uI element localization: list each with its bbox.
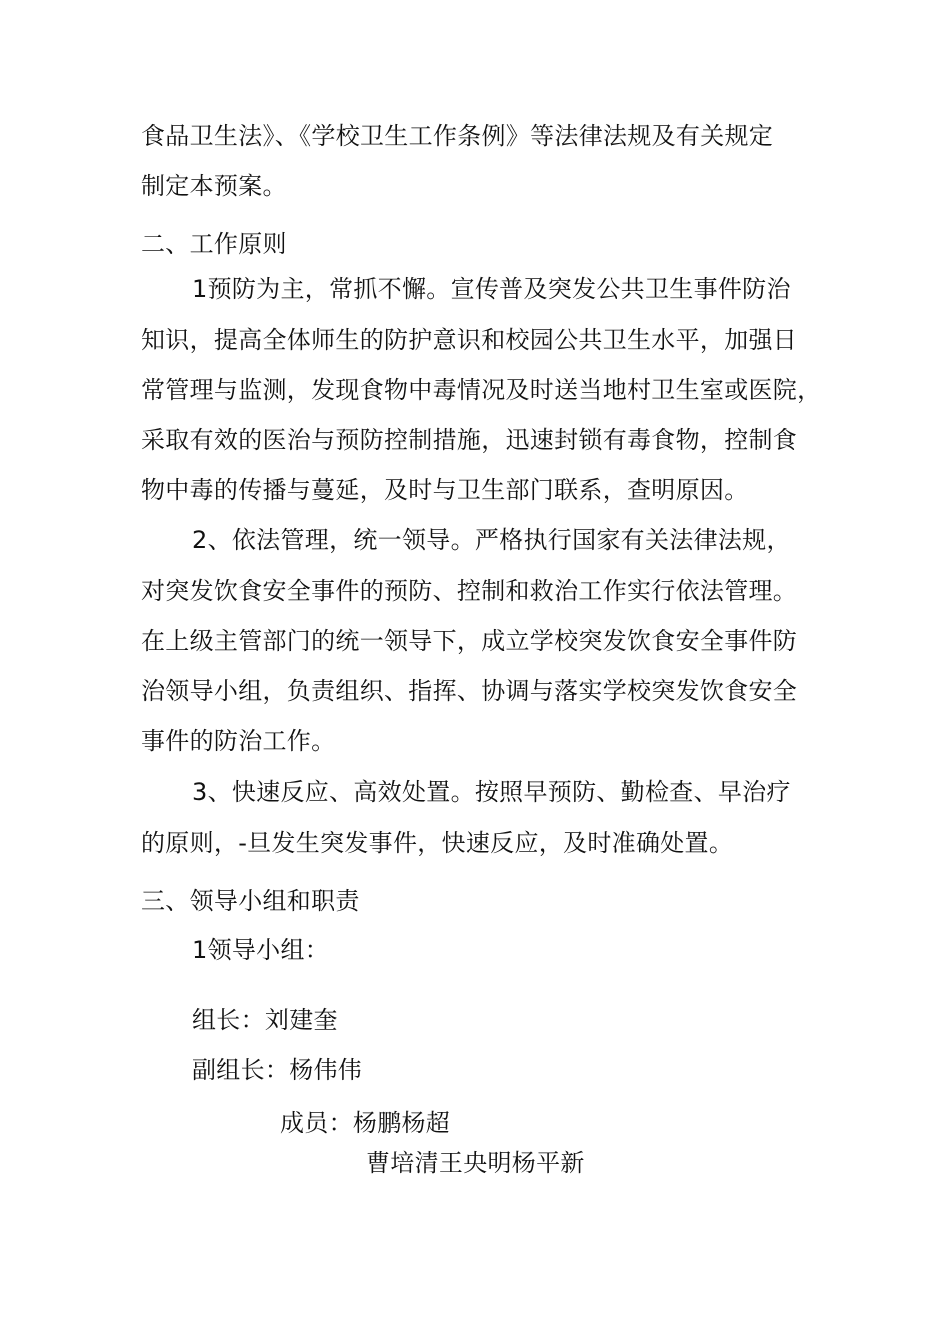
section-3-heading: 三、领导小组和职责: [141, 887, 360, 915]
principle-1-line-5: 物中毒的传播与蔓延，及时与卫生部门联系，查明原因。: [141, 476, 749, 504]
members-line-1: 成员：杨鹏杨超: [280, 1109, 451, 1137]
principle-2-line-5: 事件的防治工作。: [141, 727, 336, 755]
leadership-group-label: 1领导小组：: [192, 936, 330, 964]
principle-2-line-1: 2、依法管理，统一领导。严格执行国家有关法律法规，: [192, 526, 791, 554]
group-leader: 组长：刘建奎: [192, 1006, 338, 1034]
principle-3-line-1: 3、快速反应、高效处置。按照早预防、勤检查、早治疗: [192, 778, 791, 806]
principle-2-line-3: 在上级主管部门的统一领导下，成立学校突发饮食安全事件防: [141, 627, 798, 655]
intro-line-1: 食品卫生法》、《学校卫生工作条例》等法律法规及有关规定: [141, 122, 774, 150]
principle-1-line-3: 常管理与监测，发现食物中毒情况及时送当地村卫生室或医院，: [141, 376, 822, 404]
principle-1-line-1: 1预防为主，常抓不懈。宣传普及突发公共卫生事件防治: [192, 275, 791, 303]
principle-1-line-2: 知识，提高全体师生的防护意识和校园公共卫生水平，加强日: [141, 326, 798, 354]
principle-3-line-2: 的原则，-旦发生突发事件，快速反应，及时准确处置。: [141, 829, 734, 857]
principle-2-line-2: 对突发饮食安全事件的预防、控制和救治工作实行依法管理。: [141, 577, 798, 605]
deputy-group-leader: 副组长：杨伟伟: [192, 1056, 363, 1084]
members-line-2: 曹培清王央明杨平新: [366, 1149, 585, 1177]
principle-1-line-4: 采取有效的医治与预防控制措施，迅速封锁有毒食物，控制食: [141, 426, 798, 454]
intro-line-2: 制定本预案。: [141, 172, 287, 200]
section-2-heading: 二、工作原则: [141, 230, 287, 258]
principle-2-line-4: 治领导小组，负责组织、指挥、协调与落实学校突发饮食安全: [141, 677, 798, 705]
